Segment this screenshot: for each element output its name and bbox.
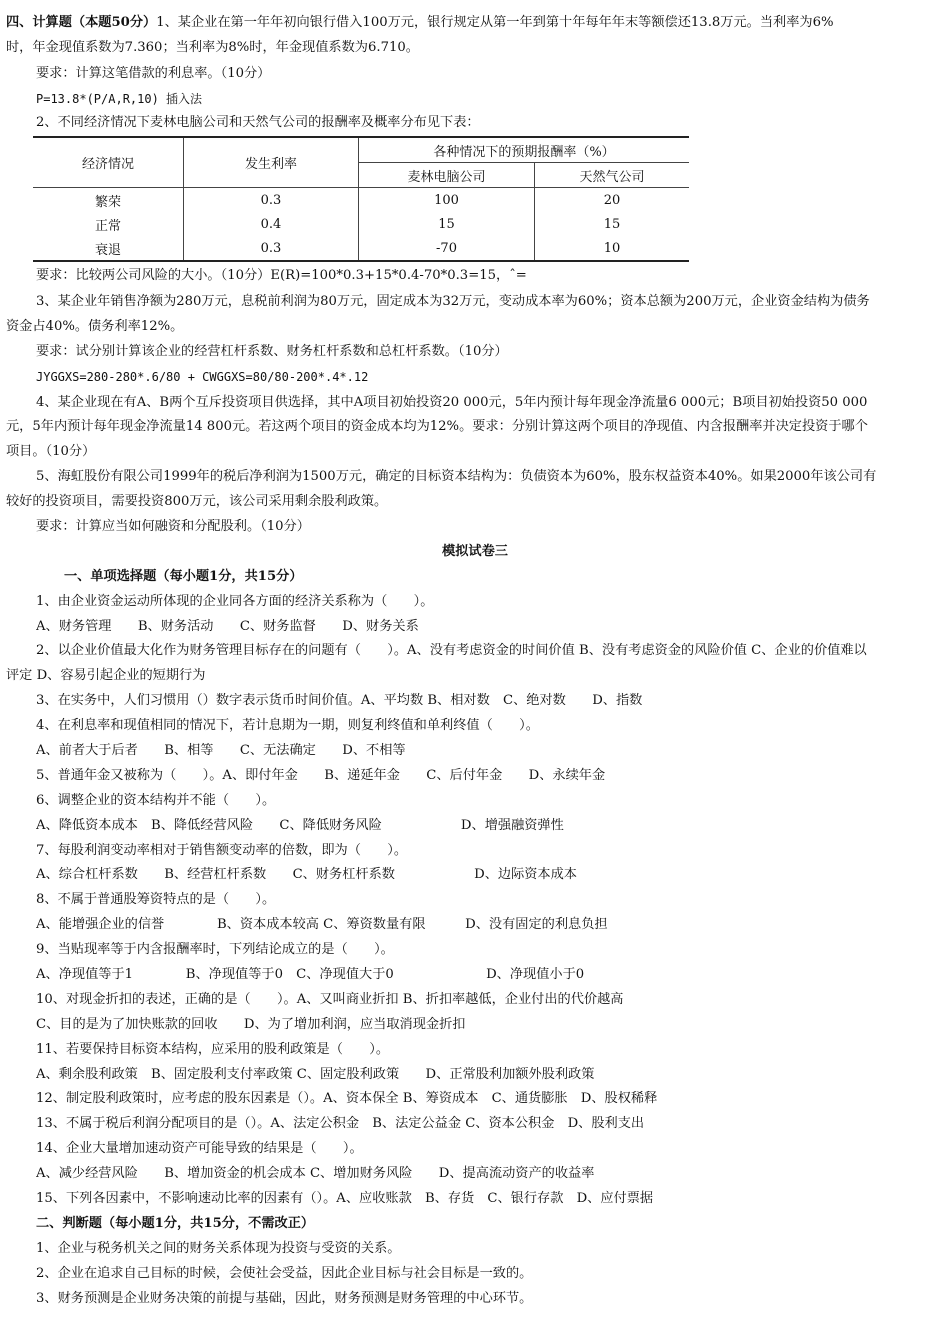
choice-line: A、净现值等于1 B、净现值等于0 C、净现值大于0 D、净现值小于0 xyxy=(36,967,585,982)
q3-requirement: 要求：试分别计算该企业的经营杠杆系数、财务杠杆系数和总杠杆系数。（10分） xyxy=(36,344,508,359)
choice-line: 15、下列各因素中，不影响速动比率的因素有（）。A、应收账款 B、存货 C、银行存款 D、应付票据 xyxy=(36,1191,654,1206)
choice-line: 2、以企业价值最大化作为财务管理目标存在的问题有（ ）。A、没有考虑资金的时间价值 B、没有考虑资金的风险价值 C、企业的价值难以 xyxy=(36,643,867,658)
choice-line: 8、不属于普通股筹资特点的是（ ）。 xyxy=(36,892,276,907)
q2-requirement: 要求：比较两公司风险的大小。（10分）E(R)=100*0.3+15*0.4-70*0.3=15，ˆ= xyxy=(36,268,527,283)
cell-gas: 10 xyxy=(603,240,621,256)
col-header-probability: 发生利率 xyxy=(184,137,359,188)
q1-line-1 xyxy=(6,14,944,32)
choice-line: 9、当贴现率等于内含报酬率时，下列结论成立的是（ ）。 xyxy=(36,942,394,957)
judge-line: 2、企业在追求自己目标的时候，会使社会受益，因此企业目标与社会目标是一致的。 xyxy=(36,1266,533,1281)
col-header-gas: 天然气公司 xyxy=(535,163,690,188)
choice-line: 14、企业大量增加速动资产可能导致的结果是（ ）。 xyxy=(36,1141,363,1156)
q4-text-b: 元，5年内预计每年现金净流量14 800元。若这两个项目的资金成本均为12%。要求：分别计算这两个项目的净现值、内含报酬率并决定投资于哪个 xyxy=(6,419,868,434)
cell-mailin: 100 xyxy=(359,188,535,213)
q3-text-b: 资金占40%。债务利率12%。 xyxy=(6,319,184,334)
cell-mailin: -70 xyxy=(359,236,535,261)
choice-line: A、前者大于后者 B、相等 C、无法确定 D、不相等 xyxy=(36,743,406,758)
q5-text-a: 5、海虹股份有限公司1999年的税后净利润为1500万元，确定的目标资本结构为：负债资本为60%，股东权益资本40%。如果2000年该公司有 xyxy=(36,469,877,484)
q3-note: JYGGXS=280-280*.6/80 + CWGGXS=80/80-200*.4*.12 xyxy=(36,370,369,384)
choice-line: 11、若要保持目标资本结构，应采用的股利政策是（ ）。 xyxy=(36,1042,390,1057)
choice-line: 6、调整企业的资本结构并不能（ ）。 xyxy=(36,793,276,808)
choice-line: 12、制定股利政策时，应考虑的股东因素是（）。A、资本保全 B、筹资成本 C、通货膨胀 D、股权稀释 xyxy=(36,1091,658,1106)
choice-line: A、剩余股利政策 B、固定股利支付率政策 C、固定股利政策 D、正常股利加额外股利政策 xyxy=(36,1067,595,1082)
q1-requirement: 要求：计算这笔借款的利息率。（10分） xyxy=(36,66,271,81)
choice-line: C、目的是为了加快账款的回收 D、为了增加利润，应当取消现金折扣 xyxy=(36,1017,466,1032)
choice-line: 5、普通年金又被称为（ ）。A、即付年金 B、递延年金 C、后付年金 D、永续年金 xyxy=(36,768,606,783)
choice-line: 评定 D、容易引起企业的短期行为 xyxy=(6,668,206,683)
col-header-expected-return: 各种情况下的预期报酬率（%） xyxy=(359,137,690,163)
choice-line: 7、每股利润变动率相对于销售额变动率的倍数，即为（ ）。 xyxy=(36,843,408,858)
table-row xyxy=(33,236,689,261)
q1-text-b: 时，年金现值系数为7.360；当利率为8%时，年金现值系数为6.710。 xyxy=(6,40,419,55)
q5-requirement: 要求：计算应当如何融资和分配股利。（10分） xyxy=(36,519,310,534)
choice-line: 1、由企业资金运动所体现的企业同各方面的经济关系称为（ ）。 xyxy=(36,594,434,609)
table-row xyxy=(33,212,689,236)
choice-line: A、减少经营风险 B、增加资金的机会成本 C、增加财务风险 D、提高流动资产的收益率 xyxy=(36,1166,595,1181)
q1-note: P=13.8*(P/A,R,10) 插入法 xyxy=(36,92,203,106)
cell-probability: 0.3 xyxy=(184,236,359,261)
q2-text: 2、不同经济情况下麦林电脑公司和天然气公司的报酬率及概率分布见下表： xyxy=(36,115,480,130)
choice-line: 4、在利息率和现值相同的情况下，若计息期为一期，则复利终值和单利终值（ ）。 xyxy=(36,718,539,733)
return-distribution-table xyxy=(33,136,689,262)
choice-line: A、财务管理 B、财务活动 C、财务监督 D、财务关系 xyxy=(36,619,419,634)
choice-line: 3、在实务中，人们习惯用（）数字表示货币时间价值。A、平均数 B、相对数 C、绝对数 D、指数 xyxy=(36,693,643,708)
judge-line: 1、企业与税务机关之间的财务关系体现为投资与受资的关系。 xyxy=(36,1241,401,1256)
q3-text-a: 3、某企业年销售净额为280万元，息税前利润为80万元，固定成本为32万元，变动成本率为60%；资本总额为200万元，企业资金结构为债务 xyxy=(36,294,870,309)
q4-text-a: 4、某企业现在有A、B两个互斥投资项目供选择，其中A项目初始投资20 000元，5年内预计每年现金净流量6 000元；B项目初始投资50 000 xyxy=(36,395,868,410)
part1-heading: 一、单项选择题（每小题1分，共15分） xyxy=(64,569,303,584)
choice-line: A、降低资本成本 B、降低经营风险 C、降低财务风险 D、增强融资弹性 xyxy=(36,818,564,833)
judge-line: 3、财务预测是企业财务决策的前提与基础，因此，财务预测是财务管理的中心环节。 xyxy=(36,1291,533,1306)
choice-line: A、能增强企业的信誉 B、资本成本较高 C、筹资数量有限 D、没有固定的利息负担 xyxy=(36,917,608,932)
part2-heading: 二、判断题（每小题1分，共15分，不需改正） xyxy=(36,1216,315,1231)
col-header-economy: 经济情况 xyxy=(33,137,184,188)
cell-probability: 0.4 xyxy=(184,212,359,236)
col-header-mailin: 麦林电脑公司 xyxy=(359,163,535,188)
table-row xyxy=(33,188,689,213)
cell-mailin: 15 xyxy=(359,212,535,236)
cell-economy: 衰退 xyxy=(33,236,184,261)
cell-economy: 正常 xyxy=(33,212,184,236)
section4-heading: 四、计算题（本题50分） xyxy=(6,15,157,30)
q5-text-b: 较好的投资项目，需要投资800万元，该公司采用剩余股利政策。 xyxy=(6,494,388,509)
choice-line: 10、对现金折扣的表述，正确的是（ ）。A、又叫商业折扣 B、折扣率越低，企业付出的代价越高 xyxy=(36,992,624,1007)
cell-economy: 繁荣 xyxy=(33,188,184,213)
cell-probability: 0.3 xyxy=(184,188,359,213)
choice-line: A、综合杠杆系数 B、经营杠杆系数 C、财务杠杆系数 D、边际资本成本 xyxy=(36,867,577,882)
exam3-title: 模拟试卷三 xyxy=(442,544,508,559)
choice-line: 13、不属于税后利润分配项目的是（）。A、法定公积金 B、法定公益金 C、资本公积金 D、股利支出 xyxy=(36,1116,645,1131)
q1-text-a: 1、某企业在第一年年初向银行借入100万元，银行规定从第一年到第十年每年年末等额偿还13.8万元。当利率为6% xyxy=(156,15,834,30)
cell-gas: 20 xyxy=(603,192,621,208)
q4-text-c: 项目。（10分） xyxy=(6,444,96,459)
cell-gas: 15 xyxy=(603,216,621,232)
